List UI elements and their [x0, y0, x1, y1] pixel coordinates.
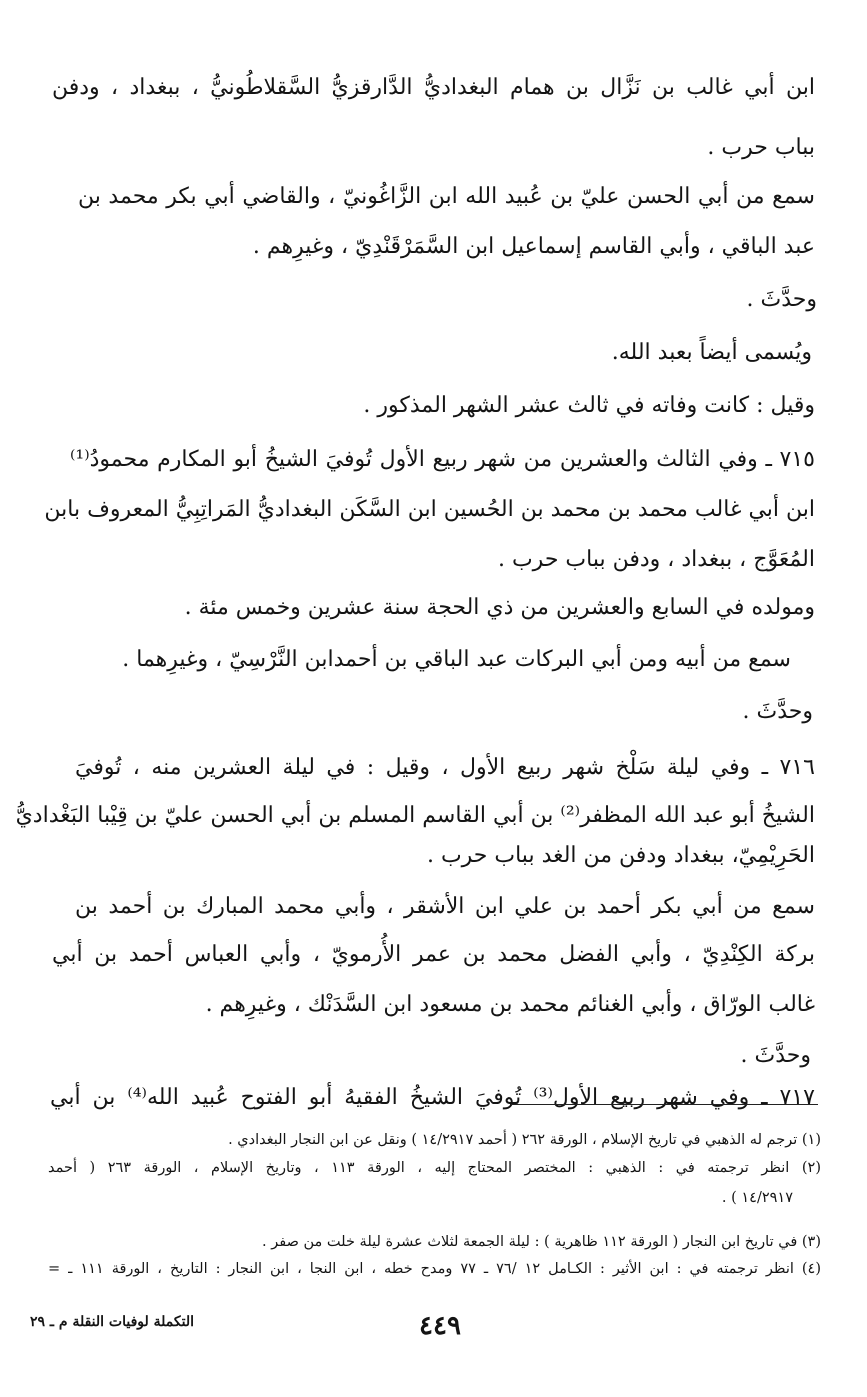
- text-line: ابن أبي غالب بن نَزَّال بن همام البغداديُّ الدَّارقزيُّ السَّقلاطُونيُّ ، ببغداد ، ودفن: [52, 75, 815, 100]
- text-line: بباب حرب .: [707, 135, 815, 160]
- running-footer: التكملة لوفيات النقلة م ـ ٢٩: [30, 1314, 194, 1330]
- text-line: بركة الكِنْدِيّ ، وأبي الفضل محمد بن عمر الأُرمويّ ، وأبي العباس أحمد بن أبي: [52, 942, 815, 967]
- text-line: غالب الورّاق ، وأبي الغنائم محمد بن مسعود ابن السَّدَنْك ، وغيرِهم .: [205, 992, 815, 1017]
- text-line: وحدَّثَ .: [742, 699, 813, 724]
- text-line: الحَرِيْمِيّ، ببغداد ودفن من الغد بباب حرب .: [426, 843, 815, 868]
- footnote: (١) ترجم له الذهبي في تاريخ الإسلام ، الورقة ٢٦٢ ( أحمد ١٤/٢٩١٧ ) ونقل عن ابن النجار البغدادي .: [228, 1132, 821, 1148]
- text-line: ٧١٧ ـ وفي شهر ربيع الأول⁽³⁾ تُوفيَ الشيخُ الفقيهُ أبو الفتوح عُبيد الله⁽⁴⁾ بن أبي: [50, 1085, 815, 1110]
- text-line: سمع من أبي بكر أحمد بن علي ابن الأشقر ، وأبي محمد المبارك بن أحمد بن: [75, 894, 815, 919]
- text-line: المُعَوَّج ، ببغداد ، ودفن بباب حرب .: [497, 547, 815, 572]
- text-line: سمع من أبيه ومن أبي البركات عبد الباقي بن أحمدابن النَّرْسِيّ ، وغيرِهما .: [122, 647, 791, 672]
- footnote: (٣) في تاريخ ابن النجار ( الورقة ١١٢ ظاهرية ) : ليلة الجمعة لثلاث عشرة ليلة خلت من صفر .: [262, 1234, 821, 1250]
- page-number: ٤٤٩: [419, 1311, 461, 1341]
- text-line: ويُسمى أيضاً بعبد الله.: [611, 340, 812, 365]
- text-line: ومولده في السابع والعشرين من ذي الحجة سنة عشرين وخمس مئة .: [184, 595, 815, 620]
- text-line: عبد الباقي ، وأبي القاسم إسماعيل ابن السَّمَرْقَنْدِيّ ، وغيرِهم .: [252, 234, 815, 259]
- footnote: (٢) انظر ترجمته في : الذهبي : المختصر المحتاج إليه ، الورقة ١١٣ ، وتاريخ الإسلام ، الورقة ٢٦٣ ( أحمد: [48, 1160, 821, 1176]
- text-line: وحدَّثَ .: [740, 1043, 811, 1068]
- text-line: ابن أبي غالب محمد بن محمد بن الحُسين ابن السَّكَن البغداديُّ المَراتِبِيُّ المعروف بابن: [44, 497, 815, 522]
- footnote-separator: [510, 1104, 818, 1105]
- text-line: ٧١٥ ـ وفي الثالث والعشرين من شهر ربيع الأول تُوفيَ الشيخُ أبو المكارم محمودُ⁽¹⁾: [70, 447, 815, 472]
- text-line: سمع من أبي الحسن عليّ بن عُبيد الله ابن الزَّاغُونيّ ، والقاضي أبي بكر محمد بن: [78, 184, 815, 209]
- text-line: الشيخُ أبو عبد الله المظفر⁽²⁾ بن أبي القاسم المسلم بن أبي الحسن عليّ بن قِيْبا البَغْداديُّ: [15, 803, 815, 828]
- footnote: (٤) انظر ترجمته في : ابن الأثير : الكـامل ١٢ /٧٦ ـ ٧٧ ومدح خطه ، ابن النجا ، ابن النجار : التاريخ ، الورقة ١١١ ـ =: [48, 1261, 821, 1277]
- text-line: وقيل : كانت وفاته في ثالث عشر الشهر المذكور .: [363, 393, 815, 418]
- footnote: ١٤/٢٩١٧ ) .: [721, 1190, 793, 1206]
- text-line: وحدَّثَ .: [746, 287, 817, 312]
- text-line: ٧١٦ ـ وفي ليلة سَلْخ شهر ربيع الأول ، وقيل : في ليلة العشرين منه ، تُوفيَ: [75, 755, 815, 780]
